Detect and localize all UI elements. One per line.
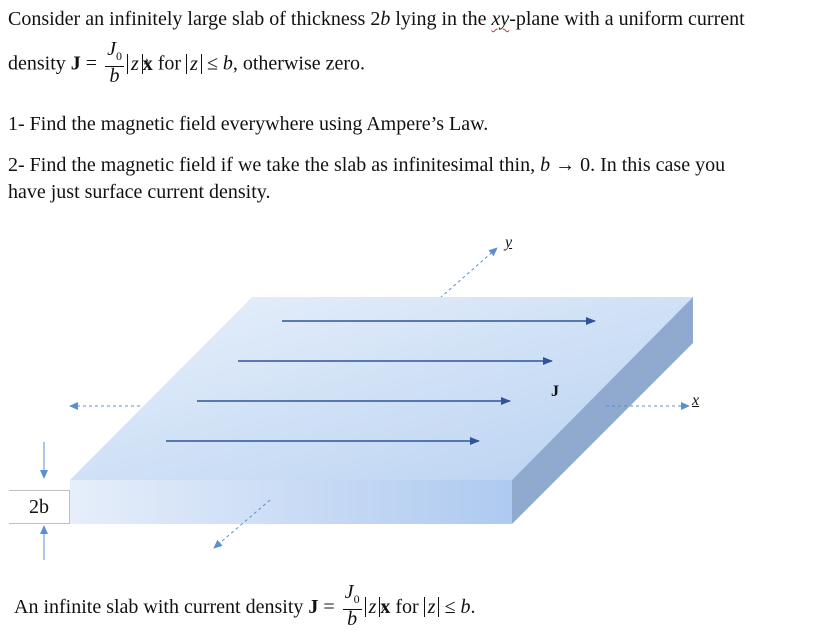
fraction-j0-over-b bbox=[105, 40, 124, 86]
q2-text-c: . In this case you bbox=[590, 154, 726, 176]
for-word: for bbox=[152, 52, 187, 75]
caption-fraction bbox=[343, 583, 362, 629]
leq-b: ≤ b bbox=[201, 52, 233, 75]
intro-line-1 bbox=[8, 6, 745, 33]
question-1: 1- Find the magnetic field everywhere using Ampere’s Law. bbox=[8, 113, 489, 135]
y-axis-upper bbox=[440, 248, 497, 298]
q2-text-a: 2- Find the magnetic field if we take the slab as infinitesimal thin, bbox=[8, 154, 541, 176]
question-2-line-1 bbox=[8, 152, 725, 179]
x-axis-label: x bbox=[692, 392, 700, 409]
intro-b-var: b bbox=[380, 8, 391, 30]
slab-front-face bbox=[70, 480, 512, 524]
y-axis-label: y bbox=[505, 234, 513, 251]
q2-b-var: b bbox=[540, 154, 551, 176]
figure-caption bbox=[14, 581, 476, 631]
x-hat-unit-vector: ^ x bbox=[143, 53, 153, 75]
q2-arrow-zero: → 0 bbox=[550, 154, 591, 176]
current-density-label: J bbox=[551, 383, 559, 400]
caption-symbol: J bbox=[308, 596, 319, 618]
intro-text-a: Consider an infinitely large slab of thickness 2 bbox=[8, 8, 381, 30]
frac-denominator: b bbox=[109, 65, 120, 87]
thickness-label: 2b bbox=[9, 490, 70, 524]
intro-line-2 bbox=[8, 38, 366, 88]
question-2-line-2: have just surface current density. bbox=[8, 181, 271, 203]
equals-sign: = bbox=[80, 52, 103, 75]
intro-density-word: density bbox=[8, 52, 71, 75]
intro-text-d: -plane with a uniform current bbox=[509, 8, 745, 30]
intro-plane: xy bbox=[491, 8, 510, 30]
caption-for: for bbox=[390, 596, 424, 618]
caption-leq-b: ≤ b bbox=[439, 596, 471, 618]
slab-top-face bbox=[70, 297, 693, 480]
caption-frac-numerator: $J_0$ bbox=[343, 583, 362, 610]
abs-z-condition: z bbox=[186, 54, 202, 74]
slab-figure bbox=[0, 230, 823, 560]
frac-numerator: $J_0$ bbox=[105, 40, 124, 67]
current-density-symbol: J bbox=[70, 52, 81, 75]
caption-abs-z: z bbox=[365, 597, 381, 617]
caption-period: . bbox=[470, 596, 476, 618]
caption-x-hat: ^ x bbox=[380, 596, 390, 618]
caption-text: An infinite slab with current density bbox=[14, 596, 309, 618]
caption-frac-denominator: b bbox=[347, 608, 358, 631]
abs-z: z bbox=[127, 54, 143, 74]
caption-equals: = bbox=[318, 596, 340, 618]
intro-text-c: lying in the bbox=[390, 8, 492, 30]
otherwise-zero: , otherwise zero. bbox=[232, 52, 366, 75]
caption-abs-z-condition: z bbox=[424, 597, 440, 617]
